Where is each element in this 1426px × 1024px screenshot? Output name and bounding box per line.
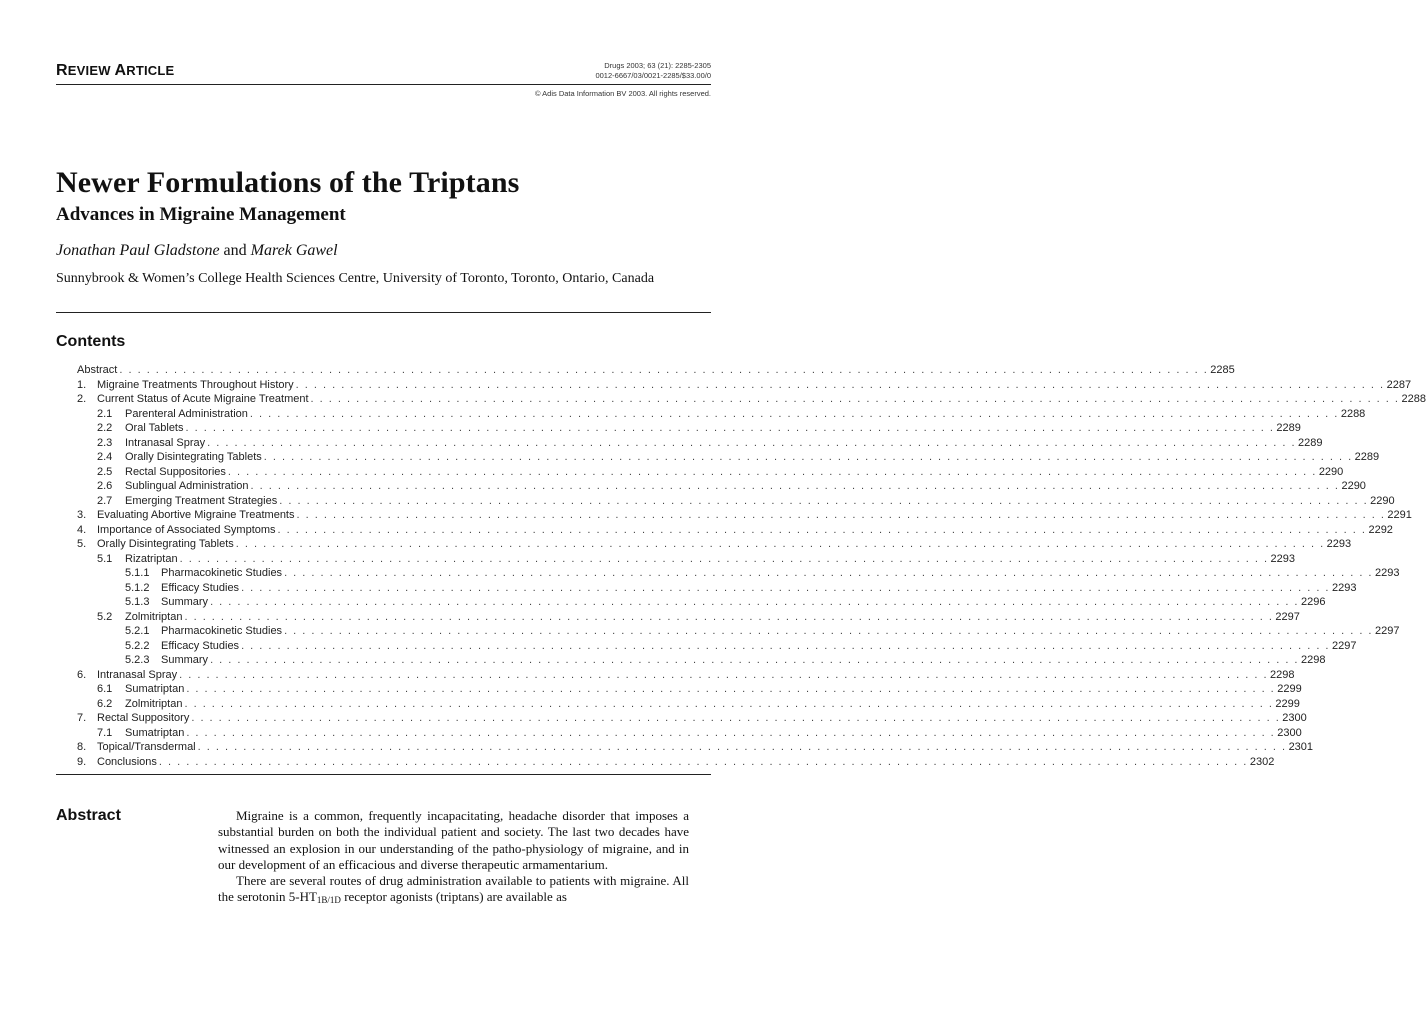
toc-dot-leader: . . . . . . . . . . . . . . . . . . . . . . . . . . . . . . . . . . . . . . . . . . . . . . . . . . . . . . . . . . . . . . . . . . . . . . . . . . . . . . . . . . . . . . . . . . . . . . . . . . . . . . . . . . . . . . . . . . . . . . . . [184,610,1274,623]
toc-entry-title: Orally Disintegrating Tablets [125,451,262,463]
copyright-notice: © Adis Data Information BV 2003. All rights reserved. [534,89,711,98]
toc-dot-leader: . . . . . . . . . . . . . . . . . . . . . . . . . . . . . . . . . . . . . . . . . . . . . . . . . . . . . . . . . . . . . . . . . . . . . . . . . . . . . . . . . . . . . . . . . . . . . . . . . . . . . . . . . . . . . . . . . . . . . . . . [210,654,1299,666]
toc-entry-number: 9. [77,755,87,768]
toc-entry-title: Orally Disintegrating Tablets [97,538,234,550]
article-type-label: REVIEW ARTICLE [56,62,175,79]
toc-entry-number: 5.2.3 [125,654,150,666]
toc-entry-number: 4. [77,523,87,536]
abstract-paragraph: Migraine is a common, frequently incapacitating, headache disorder that imposes a substantial burden on both the individual patient and society. The last two decades have witnessed an explosion in our understanding of the patho-physiology of migraine, and in our development of an efficacious and diverse therapeutic armamentarium. [218,808,689,872]
toc-entry [77,610,1300,625]
toc-entry [77,697,1300,712]
toc-entry-number: 2.3 [97,436,113,449]
toc-entry-title: Parenteral Administration [125,407,248,420]
citation-block [595,61,711,81]
toc-dot-leader: . . . . . . . . . . . . . . . . . . . . . . . . . . . . . . . . . . . . . . . . . . . . . . . . . . . . . . . . . . . . . . . . . . . . . . . . . . . . . . . . . . . . . . . . . . . . . . . . . . . . . . . . . . . . . . . . . . . . . . . . [184,697,1274,710]
toc-dot-leader: . . . . . . . . . . . . . . . . . . . . . . . . . . . . . . . . . . . . . . . . . . . . . . . . . . . . . . . . . . . . . . . . . . . . . . . . . . . . . . . . . . . . . . . . . . . . . . . . . . . . . . . . . . . . . . . . . . . . . . . . [185,422,1275,434]
toc-entry-number: 5.1.1 [125,567,150,579]
toc-entry [77,595,1326,610]
toc-entry-number: 5.1.3 [125,596,150,608]
toc-entry-number: 5.2.1 [125,625,150,637]
article-subtitle: Advances in Migraine Management [56,204,346,225]
toc-entry-page: 2293 [1326,538,1352,550]
toc-entry [77,465,1344,480]
toc-entry [77,624,1400,639]
toc-entry-page: 2298 [1300,654,1326,666]
header-rule [56,84,711,85]
toc-entry-title: Rizatriptan [125,552,178,565]
section-rule [56,774,711,775]
toc-entry-number: 6.2 [97,697,113,710]
article-title: Newer Formulations of the Triptans [56,166,520,199]
toc-dot-leader: . . . . . . . . . . . . . . . . . . . . . . . . . . . . . . . . . . . . . . . . . . . . . . . . . . . . . . . . . . . . . . . . . . . . . . . . . . . . . . . . . . . . . . . . . . . . . . . . . . . . . . . . . . . . . . . . . . . . . . . . [241,581,1330,594]
toc-entry-page: 2300 [1282,712,1307,724]
toc-entry [77,581,1357,596]
toc-entry-title: Zolmitriptan [125,697,183,710]
toc-dot-leader: . . . . . . . . . . . . . . . . . . . . . . . . . . . . . . . . . . . . . . . . . . . . . . . . . . . . . . . . . . . . . . . . . . . . . . . . . . . . . . . . . . . . . . . . . . . . . . . . . . . . . . . . . . . . . . . . . . . . . . . . [227,465,1317,478]
toc-entry-number: 2.1 [97,407,113,420]
toc-entry-number: 2.5 [97,465,113,478]
toc-dot-leader: . . . . . . . . . . . . . . . . . . . . . . . . . . . . . . . . . . . . . . . . . . . . . . . . . . . . . . . . . . . . . . . . . . . . . . . . . . . . . . . . . . . . . . . . . . . . . . . . . . . . . . . . . . . . . . . . . . . . . . . . [296,509,1386,521]
toc-entry [77,566,1400,581]
toc-entry-number: 1. [77,378,87,391]
toc-entry-page: 2302 [1249,755,1275,768]
toc-entry-title: Topical/Transdermal [97,741,196,753]
toc-dot-leader: . . . . . . . . . . . . . . . . . . . . . . . . . . . . . . . . . . . . . . . . . . . . . . . . . . . . . . . . . . . . . . . . . . . . . . . . . . . . . . . . . . . . . . . . . . . . . . . . . . . . . . . . . . . . . . . . . . . . . . . . [197,741,1287,753]
toc-entry [77,407,1366,422]
toc-dot-leader: . . . . . . . . . . . . . . . . . . . . . . . . . . . . . . . . . . . . . . . . . . . . . . . . . . . . . . . . . . . . . . . . . . . . . . . . . . . . . . . . . . . . . . . . . . . . . . . . . . . . . . . . . . . . . . . . . . . . . . . . [295,378,1385,391]
toc-dot-leader: . . . . . . . . . . . . . . . . . . . . . . . . . . . . . . . . . . . . . . . . . . . . . . . . . . . . . . . . . . . . . . . . . . . . . . . . . . . . . . . . . . . . . . . . . . . . . . . . . . . . . . . . . . . . . . . . . . . . . . . . [249,407,1339,420]
issn: 0012-6667/03/0021-2285/$33.00/0 [595,71,711,80]
toc-dot-leader: . . . . . . . . . . . . . . . . . . . . . . . . . . . . . . . . . . . . . . . . . . . . . . . . . . . . . . . . . . . . . . . . . . . . . . . . . . . . . . . . . . . . . . . . . . . . . . . . . . . . . . . . . . . . . . . . . . . . . . . . [284,625,1373,637]
toc-entry-number: 5. [77,538,87,550]
toc-entry [77,523,1393,538]
toc-entry-number: 5.1.2 [125,581,150,594]
toc-entry-number: 8. [77,741,87,753]
toc-entry [77,436,1323,451]
toc-entry [77,363,1235,378]
toc-entry [77,479,1366,494]
toc-entry [77,639,1357,654]
toc-entry-page: 2290 [1341,480,1366,492]
toc-entry-title: Pharmacokinetic Studies [161,567,283,579]
toc-entry [77,378,1412,393]
toc-dot-leader: . . . . . . . . . . . . . . . . . . . . . . . . . . . . . . . . . . . . . . . . . . . . . . . . . . . . . . . . . . . . . . . . . . . . . . . . . . . . . . . . . . . . . . . . . . . . . . . . . . . . . . . . . . . . . . . . . . . . . . . . [235,538,1325,550]
toc-dot-leader: . . . . . . . . . . . . . . . . . . . . . . . . . . . . . . . . . . . . . . . . . . . . . . . . . . . . . . . . . . . . . . . . . . . . . . . . . . . . . . . . . . . . . . . . . . . . . . . . . . . . . . . . . . . . . . . . . . . . . . . . [186,683,1276,695]
contents-heading: Contents [56,333,126,350]
toc-entry-title: Sumatriptan [125,683,185,695]
toc-entry [77,552,1295,567]
toc-entry-page: 2293 [1374,567,1400,579]
toc-entry-page: 2290 [1318,465,1344,478]
toc-entry-number: 5.2.2 [125,639,150,652]
toc-entry-title: Intranasal Spray [125,436,206,449]
toc-entry-number: 3. [77,509,87,521]
toc-dot-leader: . . . . . . . . . . . . . . . . . . . . . . . . . . . . . . . . . . . . . . . . . . . . . . . . . . . . . . . . . . . . . . . . . . . . . . . . . . . . . . . . . . . . . . . . . . . . . . . . . . . . . . . . . . . . . . . . . . . . . . . . [179,552,1269,565]
toc-entry-title: Conclusions [97,755,157,768]
toc-entry-number: 2. [77,393,87,405]
abstract-heading: Abstract [56,807,121,824]
toc-dot-leader: . . . . . . . . . . . . . . . . . . . . . . . . . . . . . . . . . . . . . . . . . . . . . . . . . . . . . . . . . . . . . . . . . . . . . . . . . . . . . . . . . . . . . . . . . . . . . . . . . . . . . . . . . . . . . . . . . . . . . . . . [284,567,1373,579]
table-of-contents [77,363,1426,769]
toc-entry-title: Efficacy Studies [161,639,240,652]
affiliation: Sunnybrook & Women’s College Health Sciences Centre, University of Toronto, Toronto, Ontario, Canada [56,271,655,286]
toc-entry-title: Summary [161,596,209,608]
toc-entry-page: 2297 [1331,639,1357,652]
toc-dot-leader: . . . . . . . . . . . . . . . . . . . . . . . . . . . . . . . . . . . . . . . . . . . . . . . . . . . . . . . . . . . . . . . . . . . . . . . . . . . . . . . . . . . . . . . . . . . . . . . . . . . . . . . . . . . . . . . . . . . . . . . . [186,726,1276,739]
toc-entry [77,537,1352,552]
toc-entry-title: Emerging Treatment Strategies [125,494,278,507]
toc-entry-page: 2288 [1401,393,1426,405]
toc-entry-page: 2289 [1298,436,1323,449]
toc-dot-leader: . . . . . . . . . . . . . . . . . . . . . . . . . . . . . . . . . . . . . . . . . . . . . . . . . . . . . . . . . . . . . . . . . . . . . . . . . . . . . . . . . . . . . . . . . . . . . . . . . . . . . . . . . . . . . . . . . . . . . . . . [191,712,1281,724]
toc-entry-title: Evaluating Abortive Migraine Treatments [97,509,295,521]
toc-entry-number: 2.2 [97,422,113,434]
toc-dot-leader: . . . . . . . . . . . . . . . . . . . . . . . . . . . . . . . . . . . . . . . . . . . . . . . . . . . . . . . . . . . . . . . . . . . . . . . . . . . . . . . . . . . . . . . . . . . . . . . . . . . . . . . . . . . . . . . . . . . . . . . . [119,364,1209,376]
toc-entry-title: Current Status of Acute Migraine Treatment [97,393,309,405]
toc-entry-page: 2291 [1387,509,1412,521]
toc-entry-number: 6. [77,668,87,681]
author-name: Jonathan Paul Gladstone [56,242,220,259]
toc-entry [77,653,1326,668]
toc-entry [77,740,1314,755]
toc-entry-title: Sumatriptan [125,726,185,739]
toc-entry [77,682,1302,697]
toc-entry-title: Zolmitriptan [125,610,183,623]
toc-entry-number: 5.1 [97,552,113,565]
toc-entry [77,726,1302,741]
toc-dot-leader: . . . . . . . . . . . . . . . . . . . . . . . . . . . . . . . . . . . . . . . . . . . . . . . . . . . . . . . . . . . . . . . . . . . . . . . . . . . . . . . . . . . . . . . . . . . . . . . . . . . . . . . . . . . . . . . . . . . . . . . . [158,755,1248,768]
toc-entry-number: 2.6 [97,480,113,492]
toc-entry-title: Importance of Associated Symptoms [97,523,276,536]
toc-entry-title: Intranasal Spray [97,668,178,681]
toc-entry [77,668,1295,683]
toc-dot-leader: . . . . . . . . . . . . . . . . . . . . . . . . . . . . . . . . . . . . . . . . . . . . . . . . . . . . . . . . . . . . . . . . . . . . . . . . . . . . . . . . . . . . . . . . . . . . . . . . . . . . . . . . . . . . . . . . . . . . . . . . [241,639,1330,652]
toc-dot-leader: . . . . . . . . . . . . . . . . . . . . . . . . . . . . . . . . . . . . . . . . . . . . . . . . . . . . . . . . . . . . . . . . . . . . . . . . . . . . . . . . . . . . . . . . . . . . . . . . . . . . . . . . . . . . . . . . . . . . . . . . [263,451,1353,463]
toc-entry-number: 5.2 [97,610,113,623]
toc-entry-number: 2.7 [97,494,113,507]
toc-entry-page: 2296 [1300,596,1326,608]
author-line: Jonathan Paul Gladstone and Marek Gawel [56,242,338,259]
toc-entry-page: 2289 [1354,451,1380,463]
toc-entry [77,711,1307,726]
toc-entry [77,450,1380,465]
abstract-text [218,808,689,906]
toc-entry-page: 2290 [1370,494,1395,507]
toc-entry-page: 2299 [1275,697,1300,710]
toc-entry-title: Pharmacokinetic Studies [161,625,283,637]
toc-entry-page: 2300 [1277,726,1302,739]
toc-dot-leader: . . . . . . . . . . . . . . . . . . . . . . . . . . . . . . . . . . . . . . . . . . . . . . . . . . . . . . . . . . . . . . . . . . . . . . . . . . . . . . . . . . . . . . . . . . . . . . . . . . . . . . . . . . . . . . . . . . . . . . . . [179,668,1269,681]
toc-entry-title: Abstract [77,364,118,376]
toc-dot-leader: . . . . . . . . . . . . . . . . . . . . . . . . . . . . . . . . . . . . . . . . . . . . . . . . . . . . . . . . . . . . . . . . . . . . . . . . . . . . . . . . . . . . . . . . . . . . . . . . . . . . . . . . . . . . . . . . . . . . . . . . [210,596,1299,608]
toc-entry-page: 2287 [1386,378,1412,391]
toc-entry-title: Rectal Suppository [97,712,190,724]
toc-entry-number: 7.1 [97,726,113,739]
toc-entry [77,392,1426,407]
toc-dot-leader: . . . . . . . . . . . . . . . . . . . . . . . . . . . . . . . . . . . . . . . . . . . . . . . . . . . . . . . . . . . . . . . . . . . . . . . . . . . . . . . . . . . . . . . . . . . . . . . . . . . . . . . . . . . . . . . . . . . . . . . . [250,480,1340,492]
toc-entry-page: 2285 [1210,364,1235,376]
toc-entry-page: 2297 [1374,625,1400,637]
toc-entry-page: 2292 [1368,523,1393,536]
toc-entry-title: Rectal Suppositories [125,465,226,478]
toc-entry-page: 2301 [1288,741,1314,753]
toc-dot-leader: . . . . . . . . . . . . . . . . . . . . . . . . . . . . . . . . . . . . . . . . . . . . . . . . . . . . . . . . . . . . . . . . . . . . . . . . . . . . . . . . . . . . . . . . . . . . . . . . . . . . . . . . . . . . . . . . . . . . . . . . [310,393,1400,405]
author-name: Marek Gawel [250,242,338,259]
toc-entry-number: 7. [77,712,87,724]
toc-entry-page: 2293 [1331,581,1357,594]
toc-entry-page: 2299 [1277,683,1302,695]
section-rule [56,312,711,313]
abstract-paragraph: There are several routes of drug administration available to patients with migraine. All the serotonin $5-HT_{1B/1D}$ receptor agonists (triptans) are available as [218,873,689,906]
toc-dot-leader: . . . . . . . . . . . . . . . . . . . . . . . . . . . . . . . . . . . . . . . . . . . . . . . . . . . . . . . . . . . . . . . . . . . . . . . . . . . . . . . . . . . . . . . . . . . . . . . . . . . . . . . . . . . . . . . . . . . . . . . . [279,494,1369,507]
toc-entry [77,508,1412,523]
toc-dot-leader: . . . . . . . . . . . . . . . . . . . . . . . . . . . . . . . . . . . . . . . . . . . . . . . . . . . . . . . . . . . . . . . . . . . . . . . . . . . . . . . . . . . . . . . . . . . . . . . . . . . . . . . . . . . . . . . . . . . . . . . . [207,436,1297,449]
toc-dot-leader: . . . . . . . . . . . . . . . . . . . . . . . . . . . . . . . . . . . . . . . . . . . . . . . . . . . . . . . . . . . . . . . . . . . . . . . . . . . . . . . . . . . . . . . . . . . . . . . . . . . . . . . . . . . . . . . . . . . . . . . . [277,523,1367,536]
citation: Drugs 2003; 63 (21): 2285-2305 [604,61,711,70]
toc-entry-title: Efficacy Studies [161,581,240,594]
toc-entry-page: 2297 [1275,610,1300,623]
toc-entry-page: 2298 [1270,668,1295,681]
toc-entry-number: 2.4 [97,451,113,463]
toc-entry-title: Sublingual Administration [125,480,249,492]
toc-entry-title: Oral Tablets [125,422,184,434]
toc-entry-page: 2293 [1270,552,1295,565]
toc-entry [77,494,1395,509]
toc-entry-title: Summary [161,654,209,666]
toc-entry-number: 6.1 [97,683,113,695]
toc-entry [77,421,1301,436]
toc-entry-page: 2288 [1340,407,1366,420]
toc-entry-page: 2289 [1276,422,1301,434]
toc-entry [77,755,1275,770]
toc-entry-title: Migraine Treatments Throughout History [97,378,294,391]
